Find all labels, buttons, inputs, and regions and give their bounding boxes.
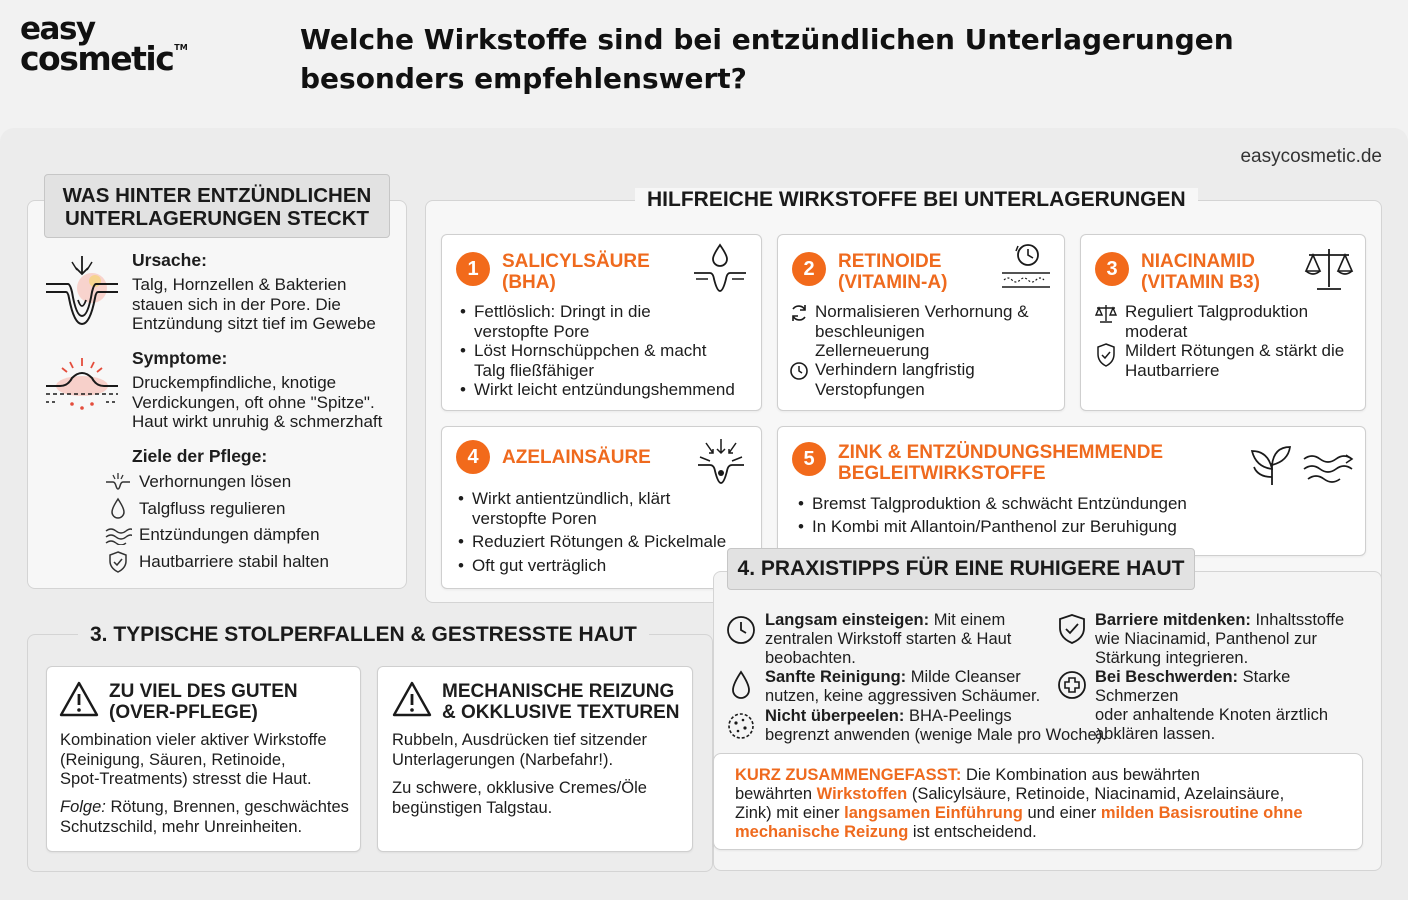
card-title: RETINOIDE (VITAMIN-A) — [838, 251, 948, 293]
scale-icon — [1303, 245, 1355, 293]
niacinamid-line2: Mildert Rötungen & stärkt die Hautbarriere — [1125, 341, 1345, 380]
shield-check-icon — [1096, 343, 1116, 367]
warning-icon — [59, 681, 99, 717]
praxis-tip-beschwerden: Bei Beschwerden: Starke Schmerzen oder anhaltende Knoten ärztlich abklären lassen. — [1095, 668, 1328, 743]
wirkstoff-card-salicylsaeure — [441, 234, 762, 411]
refresh-icon — [789, 303, 809, 323]
praxis-tip-langsam: Langsam einsteigen: Mit einem zentralen Wirkstoff starten & Haut beobachten. — [765, 611, 1012, 667]
card-title: ZINK & ENTZÜNDUNGSHEMMENDE BEGLEITWIRKSTOFFE — [838, 442, 1164, 484]
card-title: AZELAINSÄURE — [502, 447, 651, 468]
ziel-item-2: Talgfluss regulieren — [139, 499, 286, 518]
ziel-item-3: Entzündungen dämpfen — [139, 525, 320, 544]
bullet: • Löst Hornschüppchen & macht Talg fließfähiger — [460, 341, 760, 380]
medical-cross-icon — [1057, 670, 1087, 700]
bullet: • Wirkt antientzündlich, klärt verstopfte Poren — [458, 489, 758, 528]
summary-box — [713, 753, 1363, 850]
retinoide-line2: Verhindern langfristig Verstopfungen — [815, 360, 975, 399]
symptome-label: Symptome: — [132, 348, 228, 368]
ursache-line3: Entzündung sitzt tief im Gewebe — [132, 314, 376, 333]
small-scale-icon — [1094, 303, 1118, 323]
logo-line2: cosmetic — [20, 38, 174, 78]
card-bullets — [458, 489, 758, 575]
bullet: • Reduziert Rötungen & Pickelmale — [458, 532, 758, 552]
bullet: • Bremst Talgproduktion & schwächt Entzündungen — [798, 494, 1248, 514]
praxis-header: 4. PRAXISTIPPS FÜR EINE RUHIGERE HAUT — [727, 548, 1195, 590]
praxis-tip-peelen: Nicht überpeelen: BHA-Peelings begrenzt anwenden (wenige Male pro Woche). — [765, 707, 1107, 744]
ziele-label: Ziele der Pflege: — [132, 446, 268, 466]
logo-trademark: TM — [174, 42, 188, 52]
bullet: • Wirkt leicht entzündungshemmend — [460, 380, 760, 400]
droplet-icon — [110, 497, 126, 519]
stolper-card1-folge: Folge: Rötung, Brennen, geschwächtes Schutzschild, mehr Unreinheiten. — [60, 798, 349, 836]
stolper-card2-text2: Zu schwere, okklusive Cremes/Öle begünstigen Talgstau. — [392, 779, 647, 817]
ursache-line2: stauen sich in der Pore. Die — [132, 294, 341, 314]
ursache-line1: Talg, Hornzellen & Bakterien — [132, 275, 347, 294]
waves-icon — [104, 527, 132, 545]
card-title: NIACINAMID (VITAMIN B3) — [1141, 251, 1260, 293]
card-number: 4 — [456, 440, 490, 474]
card-bullets — [798, 494, 1248, 536]
bullet: • Oft gut verträglich — [458, 556, 758, 576]
ziel-item-4: Hautbarriere stabil halten — [139, 552, 329, 571]
page-title — [300, 20, 1260, 98]
stolper-card-over-pflege — [46, 666, 361, 852]
inflamed-skin-icon — [42, 356, 122, 418]
clock-skin-icon — [998, 241, 1054, 295]
leaf-waves-icon — [1248, 439, 1356, 489]
pore-arrows-icon — [694, 435, 748, 487]
summary-text: KURZ ZUSAMMENGEFASST: Die Kombination aus bewährten bewährten Wirkstoffen (Salicylsäure, Retinoide, Niacinamid, Azelainsäure, Zink) mit einer langsamen Einführung und einer milden Basisroutine ohne mechanische Reizung ist entscheidend. — [735, 766, 1303, 841]
praxis-tip-barriere: Barriere mitdenken: Inhaltsstoffe wie Niacinamid, Panthenol zur Stärkung integrieren. — [1095, 611, 1345, 667]
warning-icon — [392, 681, 432, 717]
card-number: 1 — [456, 252, 490, 286]
ziel-item-1: Verhornungen lösen — [139, 472, 292, 491]
site-url: easycosmetic.de — [1240, 146, 1382, 167]
stolper-card1-text: Kombination vieler aktiver Wirkstoffe (Reinigung, Säuren, Retinoide, Spot-Treatments) stresst die Haut. — [60, 731, 327, 788]
card-number: 3 — [1095, 252, 1129, 286]
page-title-line2: besonders empfehlenswert? — [300, 62, 747, 95]
sparkle-pore-icon — [104, 472, 132, 494]
shield-check-icon — [1058, 613, 1086, 645]
card-number: 5 — [792, 442, 826, 476]
left-panel-header — [44, 174, 390, 238]
stolperfallen-header: 3. TYPISCHE STOLPERFALLEN & GESTRESSTE HAUT — [78, 623, 649, 647]
stolper-card2-title: MECHANISCHE REIZUNG & OKKLUSIVE TEXTUREN — [442, 681, 680, 723]
card-bullets — [460, 302, 760, 400]
peeling-icon — [726, 711, 756, 741]
ursache-label: Ursache: — [132, 250, 207, 270]
left-header-line2: UNTERLAGERUNGEN STECKT — [64, 207, 370, 230]
card-title: SALICYLSÄURE (BHA) — [502, 251, 650, 293]
bullet: • Fettlöslich: Dringt in die verstopfte Pore — [460, 302, 760, 341]
bullet: • In Kombi mit Allantoin/Panthenol zur Beruhigung — [798, 517, 1248, 537]
wirkstoff-card-zink — [777, 426, 1366, 556]
page-title-line1: Welche Wirkstoffe sind bei entzündlichen Unterlagerungen — [300, 23, 1234, 56]
stolper-card1-title: ZU VIEL DES GUTEN (OVER-PFLEGE) — [109, 681, 298, 723]
wirkstoff-card-niacinamid — [1080, 234, 1366, 411]
pore-cross-section-icon — [42, 252, 122, 328]
praxis-tip-reinigung: Sanfte Reinigung: Milde Cleanser nutzen, keine aggressiven Schäumer. — [765, 668, 1041, 705]
symptome-line2: Verdickungen, oft ohne "Spitze". — [132, 392, 375, 412]
retinoide-line1: Normalisieren Verhornung & beschleunigen Zellerneuerung — [815, 302, 1029, 360]
brand-logo — [20, 11, 188, 78]
symptome-line1: Druckempfindliche, knotige — [132, 373, 337, 392]
logo-line1: easy — [20, 11, 95, 47]
left-header-line1: WAS HINTER ENTZÜNDLICHEN — [62, 184, 372, 207]
clock-icon — [726, 615, 756, 645]
shield-icon — [108, 551, 128, 573]
card-number: 2 — [792, 252, 826, 286]
wirkstoff-card-retinoide — [777, 234, 1065, 411]
stolper-card-mechanisch — [377, 666, 693, 852]
clock-icon — [789, 361, 809, 381]
stolper-card2-text: Rubbeln, Ausdrücken tief sitzender Unterlagerungen (Narbefahr!). — [392, 731, 647, 769]
wirkstoffe-header: HILFREICHE WIRKSTOFFE BEI UNTERLAGERUNGEN — [635, 188, 1198, 212]
symptome-line3: Haut wirkt unruhig & schmerzhaft — [132, 412, 383, 431]
droplet-icon — [731, 670, 751, 700]
droplet-pore-icon — [692, 243, 748, 295]
wirkstoff-card-azelainsaeure — [441, 426, 762, 589]
niacinamid-line1: Reguliert Talgproduktion moderat — [1125, 302, 1309, 341]
